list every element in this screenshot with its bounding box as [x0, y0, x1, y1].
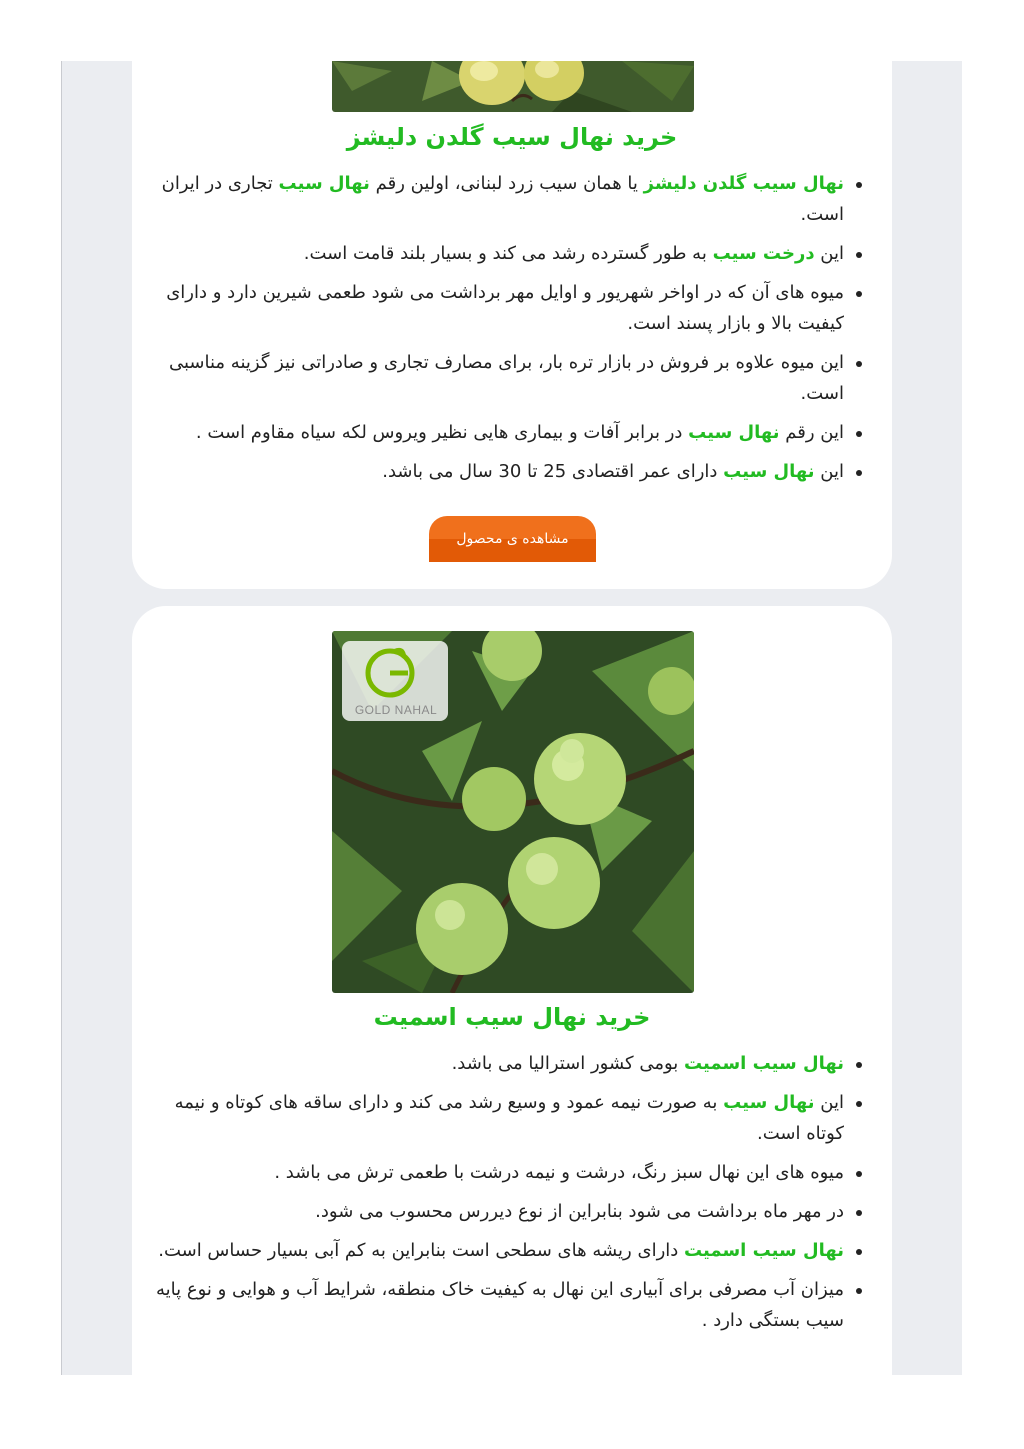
list-item [148, 238, 844, 269]
granny-smith-photo [332, 631, 694, 993]
list-item [148, 347, 844, 409]
item-text: بومی کشور استرالیا می باشد. [451, 1053, 684, 1074]
item-text: میوه های آن که در اواخر شهریور و اوایل مهر برداشت می شود طعمی شیرین دارد و دارای کیفیت بالا و بازار پسند است. [166, 282, 844, 334]
item-text: در برابر آفات و بیماری هایی نظیر ویروس لکه سیاه مقاوم است . [195, 422, 689, 443]
product-card-golden-delicious [132, 61, 892, 589]
item-text: به طور گسترده رشد می کند و بسیار بلند قامت است. [303, 243, 713, 264]
view-product-button[interactable]: مشاهده ی محصول [429, 516, 596, 562]
list-item [148, 1087, 844, 1149]
apple-photo-icon [332, 61, 694, 112]
item-text: این [814, 461, 844, 482]
feature-list [148, 168, 868, 495]
list-item [148, 1157, 844, 1188]
page-frame [61, 61, 962, 1375]
item-text: این رقم [779, 422, 844, 443]
golden-delicious-photo [332, 61, 694, 112]
highlight-link-text[interactable]: نهال سیب اسمیت [684, 1240, 844, 1261]
list-item [148, 1274, 844, 1336]
section-title: خرید نهال سیب اسمیت [373, 1003, 651, 1031]
list-item [148, 1048, 844, 1079]
item-text: تجاری در ایران است. [161, 173, 844, 225]
highlight-link-text[interactable]: نهال سیب [723, 1092, 815, 1113]
item-text: میوه های این نهال سبز رنگ، درشت و نیمه درشت با طعمی ترش می باشد . [274, 1162, 844, 1183]
section-title: خرید نهال سیب گلدن دلیشز [346, 123, 678, 151]
list-item [148, 1196, 844, 1227]
feature-list [148, 1048, 868, 1344]
logo-text: GOLD NAHAL [354, 703, 438, 717]
item-text: به صورت نیمه عمود و وسیع رشد می کند و دارای ساقه های کوتاه و نیمه کوتاه است. [174, 1092, 844, 1144]
highlight-link-text[interactable]: نهال سیب [278, 173, 370, 194]
item-text: این [814, 1092, 844, 1113]
highlight-link-text[interactable]: نهال سیب اسمیت [684, 1053, 844, 1074]
item-text: دارای عمر اقتصادی 25 تا 30 سال می باشد. [382, 461, 724, 482]
item-text: این [814, 243, 844, 264]
item-text: میزان آب مصرفی برای آبیاری این نهال به کیفیت خاک منطقه، شرایط آب و هوایی و نوع پایه سیب بستگی دارد . [156, 1279, 844, 1331]
highlight-link-text[interactable]: نهال سیب [688, 422, 780, 443]
list-item [148, 168, 844, 230]
highlight-link-text[interactable]: درخت سیب [712, 243, 815, 264]
item-text: این میوه علاوه بر فروش در بازار تره بار، برای مصارف تجاری و صادراتی نیز گزینه مناسبی است. [169, 352, 844, 404]
product-card-granny-smith [132, 606, 892, 1375]
apple-tree-photo-icon [332, 631, 694, 993]
list-item [148, 456, 844, 487]
list-item [148, 277, 844, 339]
highlight-link-text[interactable]: نهال سیب گلدن دلیشز [643, 173, 844, 194]
list-item [148, 417, 844, 448]
item-text: یا همان سیب زرد لبنانی، اولین رقم [369, 173, 644, 194]
item-text: دارای ریشه های سطحی است بنابراین به کم آبی بسیار حساس است. [158, 1240, 684, 1261]
item-text: در مهر ماه برداشت می شود بنابراین از نوع دیررس محسوب می شود. [315, 1201, 844, 1222]
list-item [148, 1235, 844, 1266]
highlight-link-text[interactable]: نهال سیب [723, 461, 815, 482]
